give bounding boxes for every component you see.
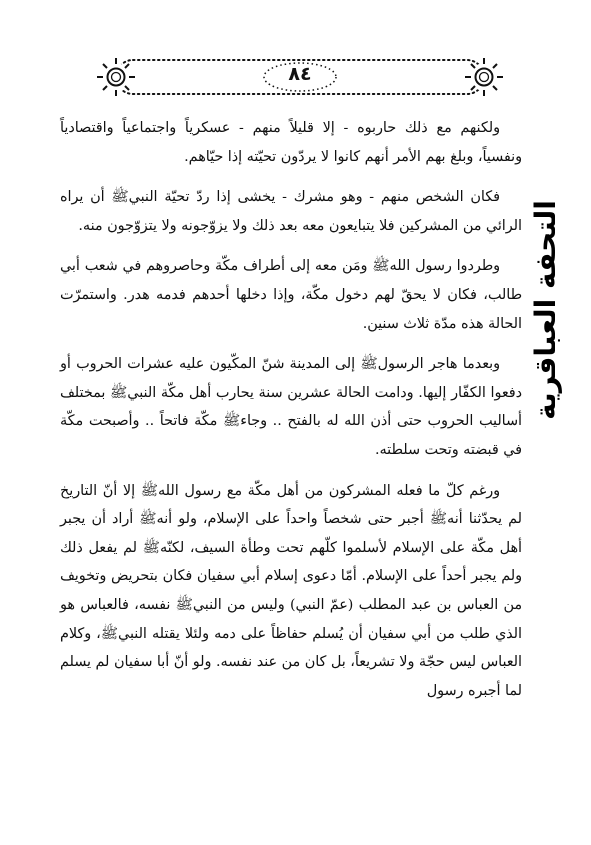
paragraph: فكان الشخص منهم - وهو مشرك - يخشى إذا ردّ تحيّة النبيﷺ أن يراه الرائي من المشركين فلا يتبايعون معه بعد ذلك ولا يزوّجونه ولا يتزوّجون منه. <box>60 189 522 234</box>
page-body <box>60 114 522 717</box>
paragraph: وطردوا رسول اللهﷺ ومَن معه إلى أطراف مكّة وحاصروهم في شعب أبي طالب، فكان لا يحقّ لهم دخول مكّة، وإذا دخلها أحدهم فدمه هدر. واستمرّت الحالة هذه مدّة ثلاث سنين. <box>60 258 522 332</box>
paragraph: ولكنهم مع ذلك حاربوه - إلا قليلاً منهم - عسكرياً واجتماعياً واقتصادياً ونفسياً، وبلغ بهم الأمر أنهم كانوا لا يردّون تحيّته إذا حيّاهم. <box>60 120 522 165</box>
paragraph: ورغم كلّ ما فعله المشركون من أهل مكّة مع رسول اللهﷺ إلا أنّ التاريخ لم يحدّثنا أنهﷺ أجبر حتى شخصاً واحداً على الإسلام، ولو أنهﷺ أراد أن يجبر أهل مكّة على الإسلام لأسلموا كلّهم تحت وطأة السيف، لكنّهﷺ لم يفعل ذلك ولم يجبر أحداً على الإسلام. أمّا دعوى إسلام أبي سفيان فكان بتحريض وتخويف من العباس بن عبد المطلب (عمّ النبي) وليس من النبيﷺ نفسه، فالعباس هو الذي طلب من أبي سفيان أن يُسلم حفاظاً على دمه ولئلا يقتله النبيﷺ، وكلام العباس ليس حجّة ولا تشريعاً، بل كان من عند نفسه. ولو أنّ أبا سفيان لم يسلم لما أجبره رسول <box>60 482 522 699</box>
page-header <box>70 52 530 102</box>
paragraph: وبعدما هاجر الرسولﷺ إلى المدينة شنّ المكّيون عليه عشرات الحروب أو دفعوا الكفّار إليها. ودامت الحالة عشرين سنة يحارب أهل مكّة النبيﷺ بمختلف أساليب الحروب حتى أذن الله له بالفتح .. وجاءﷺ مكّة فاتحاً .. وأصبحت مكّة في قبضته وتحت سلطته. <box>60 356 522 458</box>
page-number: ٨٤ <box>288 63 312 85</box>
book-side-title: التحفة العباقرية <box>529 200 562 420</box>
